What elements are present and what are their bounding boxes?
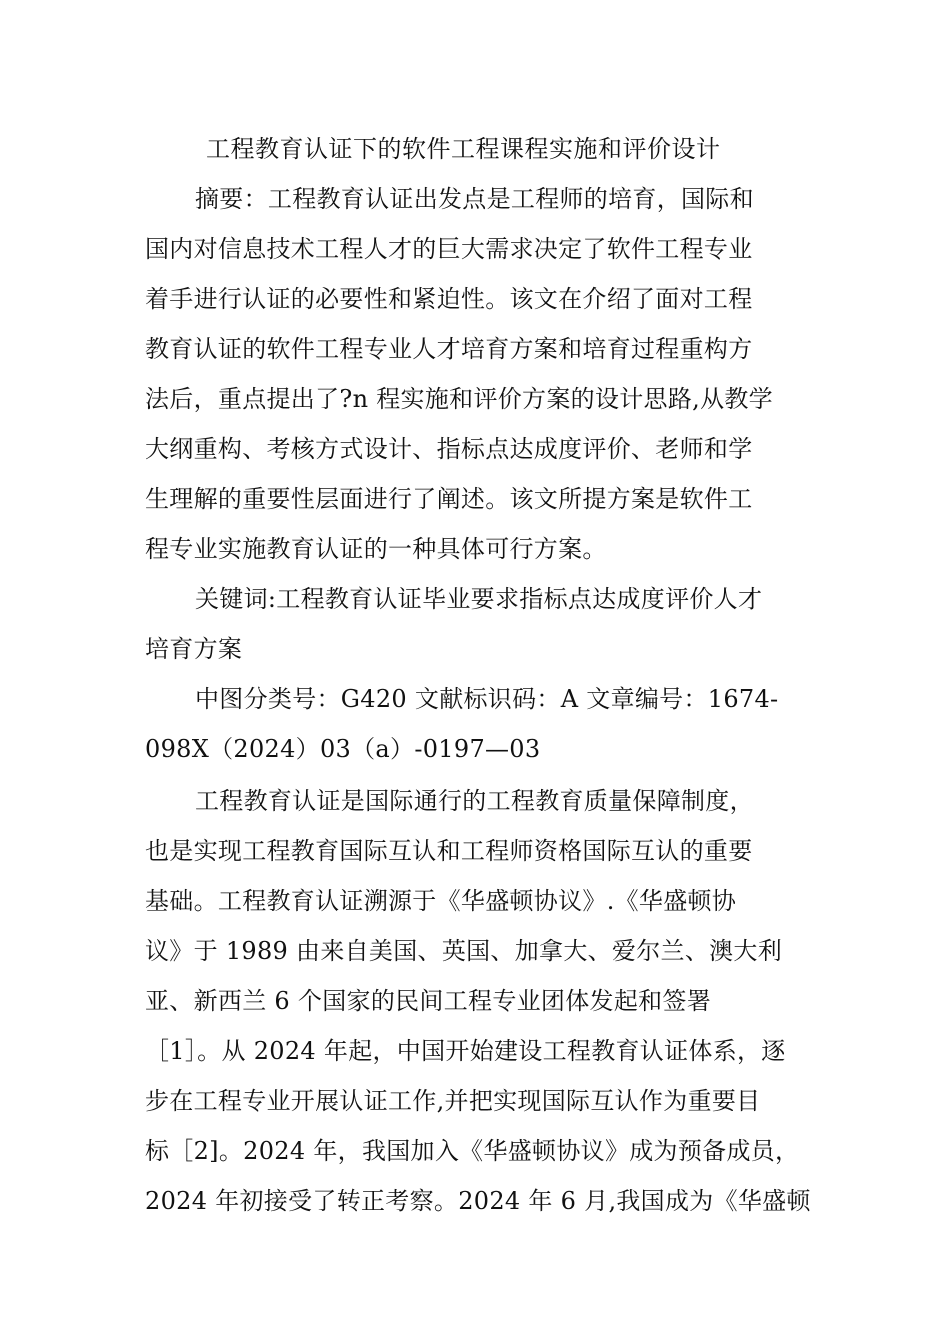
keywords-line: 关键词:工程教育认证毕业要求指标点达成度评价人才 xyxy=(195,585,763,613)
body-line: 标［2]。2024 年，我国加入《华盛顿协议》成为预备成员， xyxy=(145,1137,800,1165)
keywords-line: 培育方案 xyxy=(145,635,243,663)
body-line: 基础。工程教育认证溯源于《华盛顿协议》.《华盛顿协 xyxy=(145,887,737,915)
abstract-line: 教育认证的软件工程专业人才培育方案和培育过程重构方 xyxy=(145,335,753,363)
body-line: 也是实现工程教育国际互认和工程师资格国际互认的重要 xyxy=(145,837,753,865)
abstract-line: 程专业实施教育认证的一种具体可行方案。 xyxy=(145,535,607,563)
body-line: 2024 年初接受了转正考察。2024 年 6 月,我国成为《华盛顿 xyxy=(145,1187,811,1215)
abstract-line: 生理解的重要性层面进行了阐述。该文所提方案是软件工 xyxy=(145,485,753,513)
body-line: 工程教育认证是国际通行的工程教育质量保障制度， xyxy=(195,787,754,815)
document-title: 工程教育认证下的软件工程课程实施和评价设计 xyxy=(206,135,721,163)
body-line: 步在工程专业开展认证工作,并把实现国际互认作为重要目 xyxy=(145,1087,761,1115)
abstract-line: 摘要：工程教育认证出发点是工程师的培育，国际和 xyxy=(195,185,754,213)
abstract-line: 国内对信息技术工程人才的巨大需求决定了软件工程专业 xyxy=(145,235,753,263)
abstract-line: 着手进行认证的必要性和紧迫性。该文在介绍了面对工程 xyxy=(145,285,753,313)
abstract-line: 法后，重点提出了?n 程实施和评价方案的设计思路,从教学 xyxy=(145,385,773,413)
classification-line: 中图分类号：G420 文献标识码：A 文章编号：1674- xyxy=(195,685,779,713)
body-line: 议》于 1989 由来自美国、英国、加拿大、爱尔兰、澳大利 xyxy=(145,937,783,965)
body-line: 亚、新西兰 6 个国家的民间工程专业团体发起和签署 xyxy=(145,987,712,1015)
classification-line: 098X（2024）03（a）-0197—03 xyxy=(145,735,541,763)
abstract-line: 大纲重构、考核方式设计、指标点达成度评价、老师和学 xyxy=(145,435,753,463)
body-line: ［1］。从 2024 年起，中国开始建设工程教育认证体系，逐 xyxy=(145,1037,786,1065)
